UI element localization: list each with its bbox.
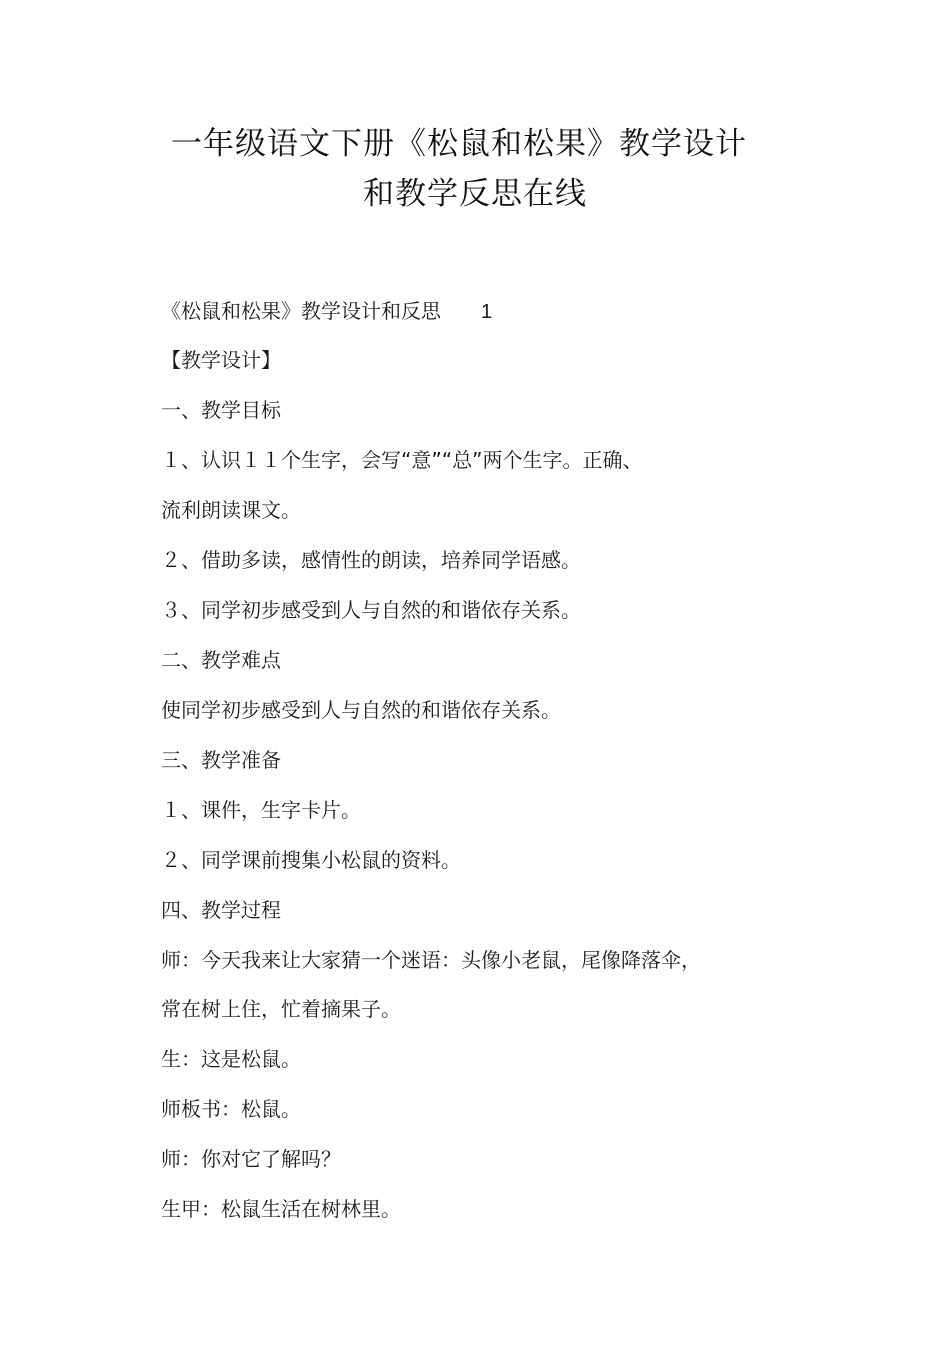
document-title-line1: 一年级语文下册《松鼠和松果》教学设计 xyxy=(171,126,747,162)
paragraph-line: 师板书：松鼠。 xyxy=(161,1097,301,1121)
paragraph-line: 三、教学准备 xyxy=(161,748,281,772)
paragraph-line: 四、教学过程 xyxy=(161,898,281,922)
paragraph-line: 流利朗读课文。 xyxy=(161,498,301,522)
paragraph-line: 生：这是松鼠。 xyxy=(161,1047,301,1071)
paragraph-line: １、认识１１个生字，会写“意”“总”两个生字。正确、 xyxy=(161,448,643,472)
paragraph-line: 师：你对它了解吗？ xyxy=(161,1147,341,1171)
paragraph-line: ２、同学课前搜集小松鼠的资料。 xyxy=(161,848,461,872)
paragraph-line: 常在树上住，忙着摘果子。 xyxy=(161,997,401,1021)
section-subtitle xyxy=(161,297,492,326)
paragraph-line: 生甲：松鼠生活在树林里。 xyxy=(161,1197,401,1221)
subtitle-text: 《松鼠和松果》教学设计和反思 xyxy=(161,299,441,323)
paragraph-line: 使同学初步感受到人与自然的和谐依存关系。 xyxy=(161,698,561,722)
subtitle-number: 1 xyxy=(481,301,493,323)
paragraph-line: 二、教学难点 xyxy=(161,648,281,672)
paragraph-line: 【教学设计】 xyxy=(161,348,281,372)
paragraph-line: ３、同学初步感受到人与自然的和谐依存关系。 xyxy=(161,598,581,622)
paragraph-line: 师：今天我来让大家猜一个迷语：头像小老鼠，尾像降落伞， xyxy=(161,948,701,972)
document-title-line2: 和教学反思在线 xyxy=(363,176,587,212)
paragraph-line: １、课件，生字卡片。 xyxy=(161,798,361,822)
paragraph-line: ２、借助多读，感情性的朗读，培养同学语感。 xyxy=(161,548,581,572)
paragraph-line: 一、教学目标 xyxy=(161,398,281,422)
